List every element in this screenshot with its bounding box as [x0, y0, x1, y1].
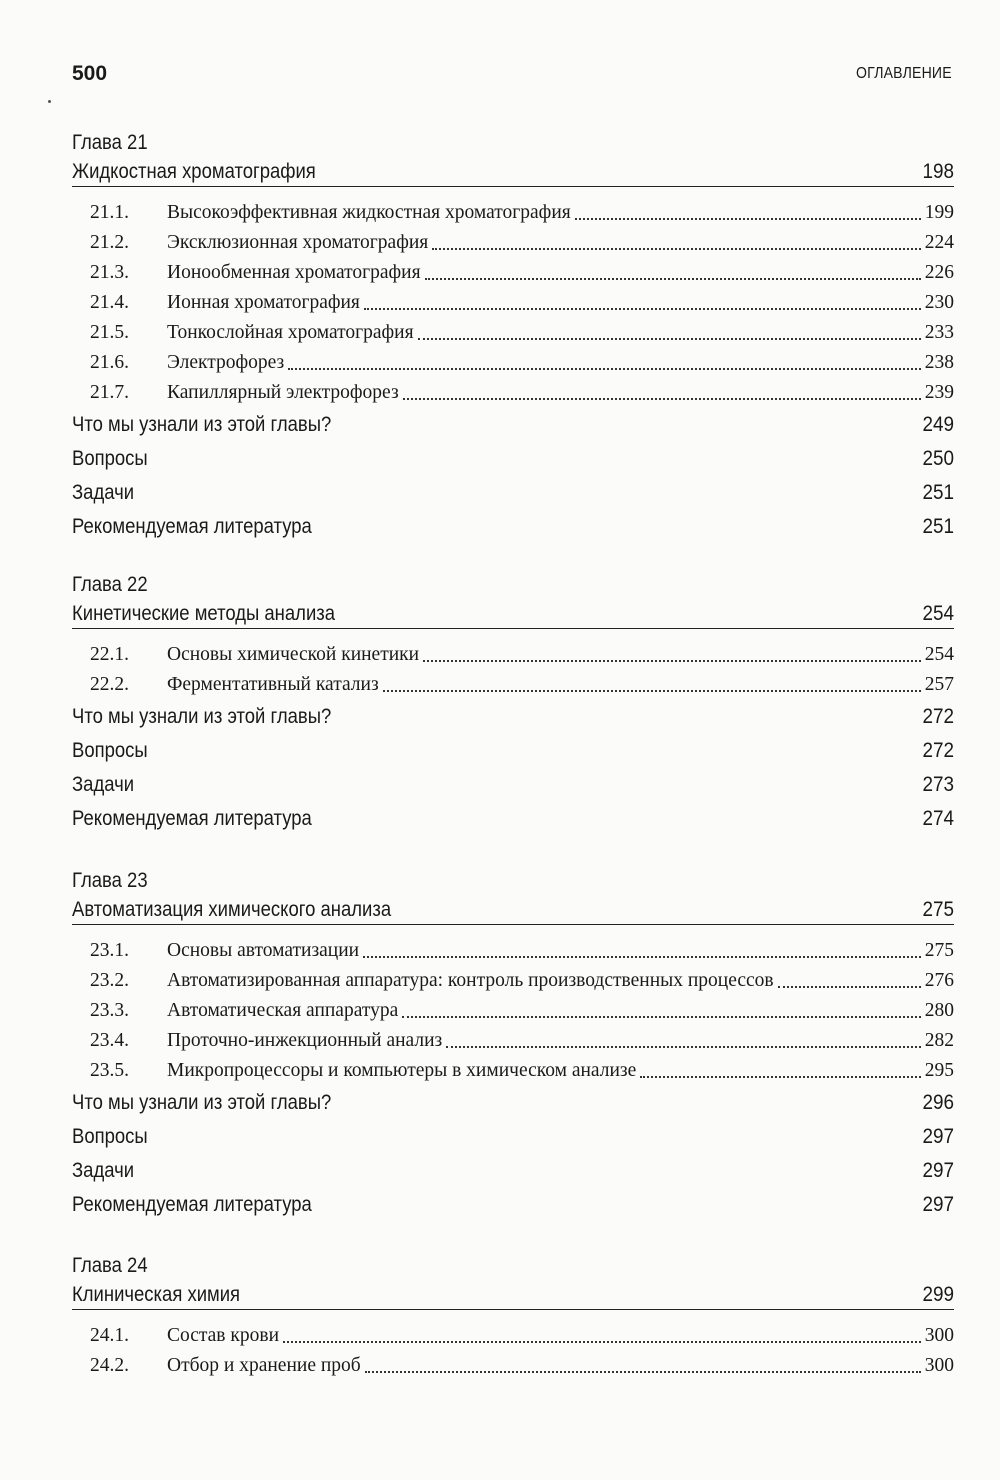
section-page: 257	[924, 674, 954, 695]
section-page: 280	[924, 1000, 954, 1021]
back-matter-title: Вопросы	[72, 1125, 148, 1148]
dot-leader	[423, 660, 921, 662]
back-matter-title: Что мы узнали из этой главы?	[72, 1091, 332, 1114]
section-title: Автоматическая аппаратура	[167, 1000, 399, 1021]
section-list	[72, 1310, 954, 1381]
section-number: 23.4.	[90, 1030, 129, 1051]
back-matter-entry[interactable]	[72, 1086, 954, 1120]
back-matter-entry[interactable]	[72, 734, 954, 768]
chapter-label: Глава 24	[72, 1254, 148, 1277]
chapter-22	[72, 570, 954, 836]
back-matter-entry[interactable]	[72, 408, 954, 442]
section-number: 24.1.	[90, 1325, 129, 1346]
back-matter-title: Вопросы	[72, 739, 148, 762]
dot-leader	[403, 398, 921, 400]
section-page: 275	[924, 940, 954, 961]
back-matter-entry[interactable]	[72, 700, 954, 734]
dot-leader	[575, 218, 921, 220]
dot-leader	[425, 278, 921, 280]
back-matter-entry[interactable]	[72, 802, 954, 836]
toc-entry[interactable]	[72, 1026, 954, 1056]
toc-entry[interactable]	[72, 670, 954, 700]
back-matter-entry[interactable]	[72, 1154, 954, 1188]
section-list	[72, 925, 954, 1086]
back-matter-page: 272	[922, 705, 954, 728]
chapter-page: 275	[922, 898, 954, 921]
chapter-page: 198	[922, 160, 954, 183]
back-matter-title: Что мы узнали из этой главы?	[72, 413, 332, 436]
section-page: 239	[924, 382, 954, 403]
section-page: 300	[924, 1325, 954, 1346]
back-matter-page: 250	[922, 447, 954, 470]
running-title: ОГЛАВЛЕНИЕ	[856, 65, 952, 82]
chapter-21	[72, 128, 954, 544]
section-number: 21.3.	[90, 262, 129, 283]
back-matter-title: Задачи	[72, 1159, 135, 1182]
toc-entry[interactable]	[72, 348, 954, 378]
dot-leader	[446, 1046, 921, 1048]
chapter-title: Автоматизация химического анализа	[72, 898, 392, 921]
dot-leader	[288, 368, 921, 370]
back-matter-title: Задачи	[72, 773, 135, 796]
section-number: 21.1.	[90, 202, 129, 223]
back-matter-entry[interactable]	[72, 510, 954, 544]
section-number: 24.2.	[90, 1355, 129, 1376]
chapter-title-row[interactable]	[72, 157, 954, 187]
dot-leader	[364, 308, 921, 310]
back-matter-entry[interactable]	[72, 476, 954, 510]
section-title: Основы химической кинетики	[167, 644, 420, 665]
chapter-title: Жидкостная хроматография	[72, 160, 316, 183]
section-number: 23.5.	[90, 1060, 129, 1081]
section-page: 233	[924, 322, 954, 343]
dot-leader	[283, 1341, 921, 1343]
section-title: Автоматизированная аппаратура: контроль производственных процессов	[167, 970, 774, 991]
section-number: 23.2.	[90, 970, 129, 991]
section-title: Ферментативный катализ	[167, 674, 379, 695]
section-title: Капиллярный электрофорез	[167, 382, 399, 403]
section-page: 300	[924, 1355, 954, 1376]
section-page: 276	[924, 970, 954, 991]
section-number: 21.2.	[90, 232, 129, 253]
chapter-label: Глава 22	[72, 573, 148, 596]
toc-entry[interactable]	[72, 378, 954, 408]
back-matter-entry[interactable]	[72, 442, 954, 476]
toc-entry[interactable]	[72, 640, 954, 670]
section-title: Отбор и хранение проб	[167, 1355, 361, 1376]
section-title: Проточно-инжекционный анализ	[167, 1030, 443, 1051]
dot-leader	[778, 986, 921, 988]
back-matter-title: Вопросы	[72, 447, 148, 470]
toc-entry[interactable]	[72, 996, 954, 1026]
back-matter-title: Что мы узнали из этой главы?	[72, 705, 332, 728]
section-number: 23.3.	[90, 1000, 129, 1021]
chapter-page: 299	[922, 1283, 954, 1306]
toc-entry[interactable]	[72, 318, 954, 348]
section-title: Ионообменная хроматография	[167, 262, 421, 283]
chapter-page: 254	[922, 602, 954, 625]
dot-leader	[402, 1016, 920, 1018]
back-matter-title: Задачи	[72, 481, 135, 504]
dot-leader	[365, 1371, 921, 1373]
page-header	[72, 62, 952, 92]
section-page: 230	[924, 292, 954, 313]
back-matter-page: 273	[922, 773, 954, 796]
section-page: 238	[924, 352, 954, 373]
section-title: Основы автоматизации	[167, 940, 360, 961]
toc-entry[interactable]	[72, 198, 954, 228]
toc-entry[interactable]	[72, 288, 954, 318]
back-matter-page: 297	[922, 1193, 954, 1216]
back-matter-page: 296	[922, 1091, 954, 1114]
section-title: Ионная хроматография	[167, 292, 360, 313]
section-page: 254	[924, 644, 954, 665]
section-number: 21.4.	[90, 292, 129, 313]
back-matter-entry[interactable]	[72, 1120, 954, 1154]
toc-entry[interactable]	[72, 258, 954, 288]
chapter-23	[72, 866, 954, 1222]
toc-entry[interactable]	[72, 228, 954, 258]
section-page: 226	[924, 262, 954, 283]
toc-entry[interactable]	[72, 1351, 954, 1381]
chapter-title-row[interactable]	[72, 895, 954, 925]
section-number: 21.7.	[90, 382, 129, 403]
back-matter-entry[interactable]	[72, 1188, 954, 1222]
back-matter-page: 251	[922, 515, 954, 538]
section-number: 22.1.	[90, 644, 129, 665]
section-list	[72, 187, 954, 408]
dot-leader	[640, 1076, 920, 1078]
back-matter-title: Рекомендуемая литература	[72, 1193, 312, 1216]
back-matter-page: 297	[922, 1125, 954, 1148]
section-number: 21.5.	[90, 322, 129, 343]
dot-leader	[383, 690, 921, 692]
back-matter-page: 272	[922, 739, 954, 762]
margin-speck	[48, 100, 51, 103]
section-number: 21.6.	[90, 352, 129, 373]
page-number: 500	[72, 62, 108, 85]
chapter-label: Глава 21	[72, 131, 148, 154]
toc-entry[interactable]	[72, 1321, 954, 1351]
back-matter-title: Рекомендуемая литература	[72, 515, 312, 538]
section-number: 22.2.	[90, 674, 129, 695]
section-title: Микропроцессоры и компьютеры в химическом анализе	[167, 1060, 637, 1081]
section-title: Эксклюзионная хроматография	[167, 232, 429, 253]
section-list	[72, 629, 954, 700]
chapter-label: Глава 23	[72, 869, 148, 892]
back-matter-page: 297	[922, 1159, 954, 1182]
dot-leader	[432, 248, 921, 250]
dot-leader	[418, 338, 921, 340]
section-title: Электрофорез	[167, 352, 285, 373]
section-title: Состав крови	[167, 1325, 280, 1346]
chapter-title-row[interactable]	[72, 599, 954, 629]
chapter-title: Клиническая химия	[72, 1283, 241, 1306]
back-matter-page: 249	[922, 413, 954, 436]
back-matter-page: 251	[922, 481, 954, 504]
section-page: 295	[924, 1060, 954, 1081]
back-matter-title: Рекомендуемая литература	[72, 807, 312, 830]
toc-entry[interactable]	[72, 1056, 954, 1086]
chapter-title-row[interactable]	[72, 1280, 954, 1310]
section-page: 282	[924, 1030, 954, 1051]
toc-entry[interactable]	[72, 966, 954, 996]
section-number: 23.1.	[90, 940, 129, 961]
section-title: Высокоэффективная жидкостная хроматография	[167, 202, 571, 223]
back-matter-page: 274	[922, 807, 954, 830]
section-title: Тонкослойная хроматография	[167, 322, 414, 343]
chapter-title: Кинетические методы анализа	[72, 602, 336, 625]
back-matter-entry[interactable]	[72, 768, 954, 802]
dot-leader	[363, 956, 921, 958]
toc-entry[interactable]	[72, 936, 954, 966]
section-page: 199	[924, 202, 954, 223]
chapter-24	[72, 1251, 954, 1381]
section-page: 224	[924, 232, 954, 253]
